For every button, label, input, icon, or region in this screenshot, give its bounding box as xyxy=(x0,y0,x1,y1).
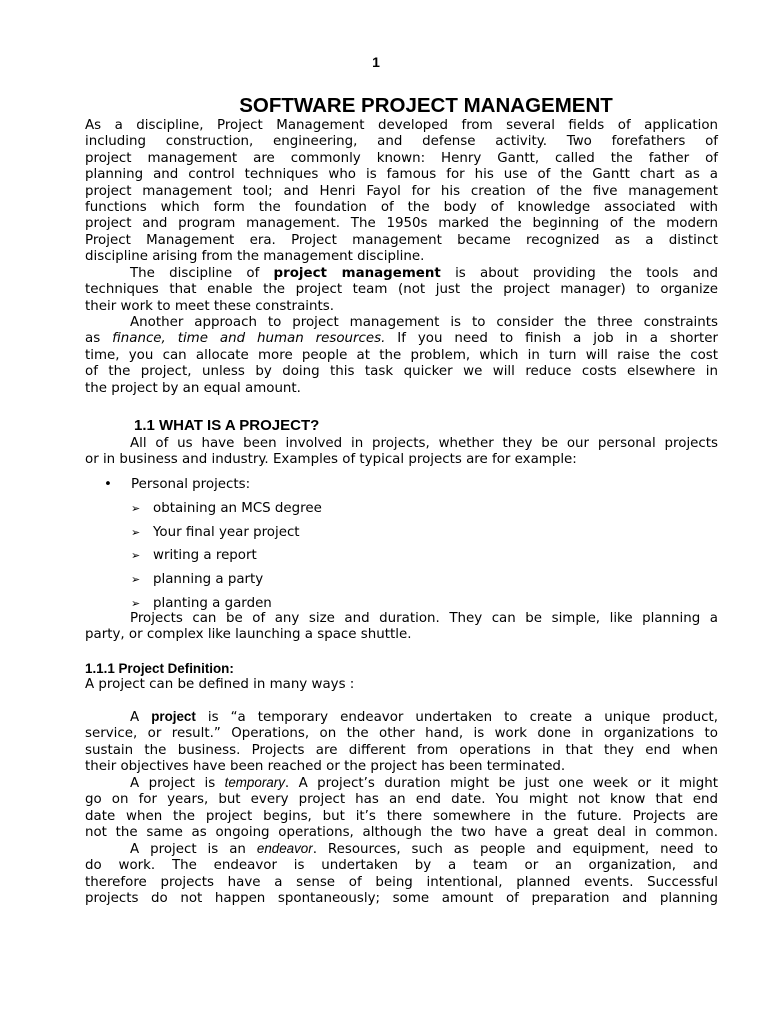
para-line: of the project, unless by doing this task quicker we will reduce costs elsewhere in xyxy=(85,364,718,380)
list-item-label: Your final year project xyxy=(153,525,300,540)
text-run: The discipline of xyxy=(130,266,274,281)
para-line: sustain the business. Projects are different from operations in that they end when xyxy=(85,742,718,758)
italic-term: finance, time and human resources. xyxy=(112,331,386,347)
bullet-dot-icon: • xyxy=(104,477,112,492)
subsection-heading: 1.1.1 Project Definition: xyxy=(85,661,234,676)
intro-line: As a discipline, Project Management developed from several fields of application xyxy=(85,118,718,133)
list-item xyxy=(131,548,257,563)
list-item-label: obtaining an MCS degree xyxy=(153,501,322,516)
arrow-bullet-icon: ➢ xyxy=(131,597,141,610)
section-heading: 1.1 WHAT IS A PROJECT? xyxy=(134,417,320,434)
para-line: their objectives have been reached or the project has been terminated. xyxy=(85,759,566,775)
text-run: A project is an xyxy=(130,842,257,857)
arrow-bullet-icon: ➢ xyxy=(131,526,141,539)
para-line xyxy=(85,775,718,792)
list-item-label: planning a party xyxy=(153,572,264,587)
text-run: If you need to finish a job in a shorter xyxy=(385,331,718,347)
list-item-label: writing a report xyxy=(153,548,257,563)
italic-term: temporary xyxy=(224,775,285,790)
para-line: not the same as ongoing operations, although the two have a great deal in common. xyxy=(85,825,718,841)
list-item xyxy=(131,525,300,540)
section-intro xyxy=(85,436,718,469)
para-line: service, or result.” Operations, on the other hand, is work done in organizations to xyxy=(85,726,718,742)
para-line: go on for years, but every project has an end date. You might not know that end xyxy=(85,792,718,808)
text-run: A project is xyxy=(130,776,225,791)
para-line: date when the project begins, but it’s there somewhere in the future. Projects are xyxy=(85,808,718,824)
para-line: projects do not happen spontaneously; some amount of preparation and planning xyxy=(85,891,718,907)
para-line: A project can be defined in many ways : xyxy=(85,677,355,692)
text-run: A xyxy=(130,710,152,725)
bullet-label: Personal projects: xyxy=(131,477,251,492)
list-item-label: planting a garden xyxy=(153,596,272,611)
para-line: their work to meet these constraints. xyxy=(85,298,334,314)
text-run: as xyxy=(85,331,113,347)
arrow-bullet-icon: ➢ xyxy=(131,549,141,562)
arrow-bullet-icon: ➢ xyxy=(131,502,141,515)
paragraph-endeavor xyxy=(85,841,718,908)
para-line xyxy=(85,709,718,726)
intro-line: discipline arising from the management discipline. xyxy=(85,249,425,265)
para-line: Another approach to project management is to consider the three constraints xyxy=(130,315,718,330)
intro-line: Project Management era. Project management became recognized as a distinct xyxy=(85,232,718,248)
bullet-item xyxy=(104,477,250,492)
para-line: the project by an equal amount. xyxy=(85,380,301,396)
paragraph-size xyxy=(85,611,718,644)
list-item xyxy=(131,572,263,587)
list-item xyxy=(131,596,272,611)
paragraph-temporary xyxy=(85,775,718,842)
bold-term: project xyxy=(151,709,196,724)
paragraph-project-definition xyxy=(85,709,718,776)
arrow-bullet-icon: ➢ xyxy=(131,573,141,586)
para-line: therefore projects have a sense of being intentional, planned events. Successful xyxy=(85,874,718,890)
page-number: 1 xyxy=(372,54,380,70)
para-line: time, you can allocate more people at the problem, which in turn will raise the cost xyxy=(85,347,718,363)
para-line: techniques that enable the project team (not just the project manager) to organize xyxy=(85,282,718,298)
text-run: . Resources, such as people and equipment, need to xyxy=(312,842,718,857)
bold-term: project management xyxy=(273,266,441,281)
page-title: SOFTWARE PROJECT MANAGEMENT xyxy=(239,94,613,117)
text-run: is about providing the tools and xyxy=(440,266,718,281)
paragraph-constraints xyxy=(85,315,718,397)
intro-line: planning and control techniques who is famous for his use of the Gantt chart as a xyxy=(85,167,718,183)
para-line xyxy=(85,841,718,858)
intro-line: functions which form the foundation of the body of knowledge associated with xyxy=(85,200,718,216)
para-line xyxy=(85,266,718,282)
intro-line: including construction, engineering, and defense activity. Two forefathers of xyxy=(85,134,718,150)
text-run: . A project’s duration might be just one week or it might xyxy=(284,776,718,791)
intro-line: project management are commonly known: Henry Gantt, called the father of xyxy=(85,150,718,166)
para-line: Projects can be of any size and duration. They can be simple, like planning a xyxy=(130,611,718,626)
intro-paragraph xyxy=(85,118,718,266)
para-line: or in business and industry. Examples of typical projects are for example: xyxy=(85,452,577,468)
definition-intro xyxy=(85,677,718,693)
italic-term: endeavor xyxy=(256,841,313,856)
list-item xyxy=(131,501,322,516)
para-line: do work. The endeavor is undertaken by a team or an organization, and xyxy=(85,858,718,874)
intro-line: project management tool; and Henri Fayol for his creation of the five management xyxy=(85,183,718,199)
text-run: is “a temporary endeavor undertaken to create a unique product, xyxy=(195,710,718,725)
paragraph-discipline xyxy=(85,266,718,315)
intro-line: project and program management. The 1950s marked the beginning of the modern xyxy=(85,216,718,232)
para-line: party, or complex like launching a space shuttle. xyxy=(85,627,412,643)
para-line xyxy=(85,331,718,347)
para-line: All of us have been involved in projects, whether they be our personal projects xyxy=(130,436,718,451)
